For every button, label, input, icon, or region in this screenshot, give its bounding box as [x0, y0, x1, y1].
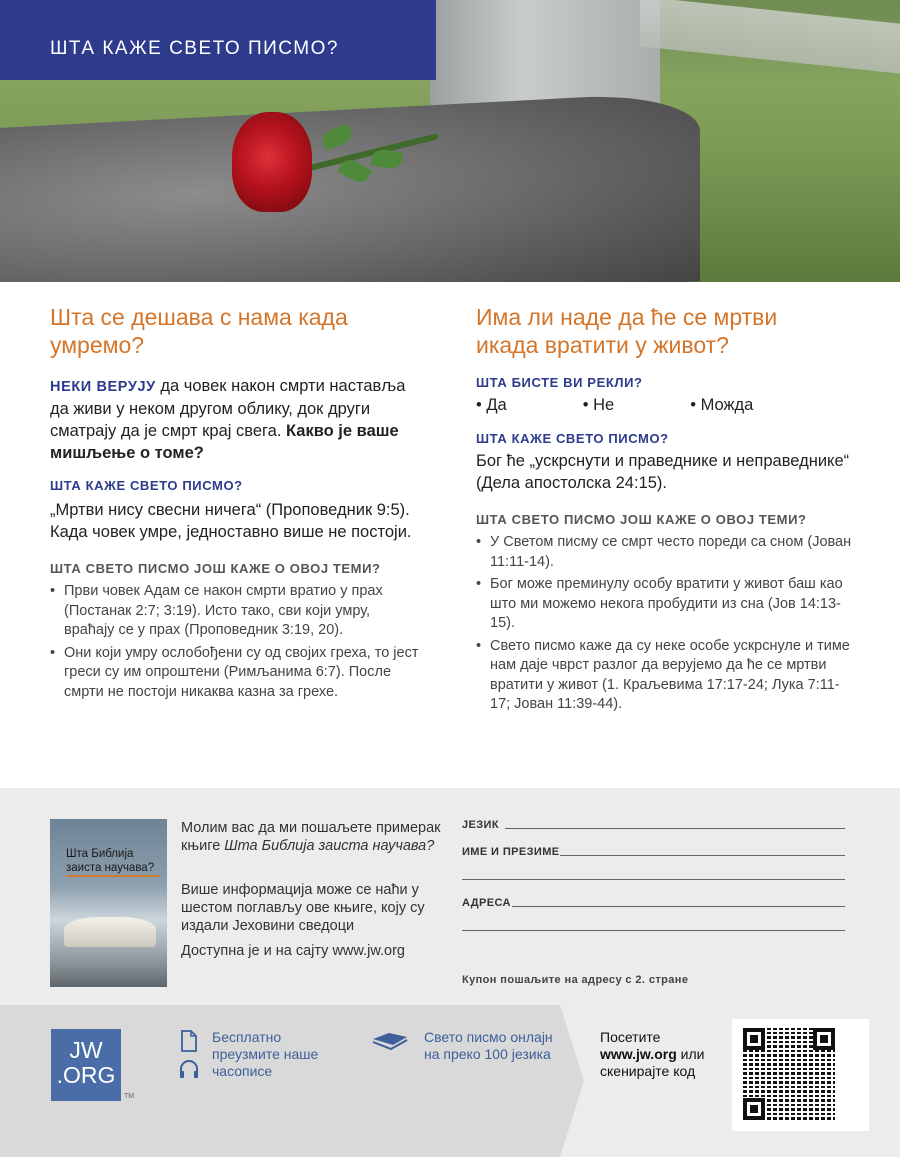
answer-options: [476, 396, 856, 415]
address-label: АДРЕСА: [462, 897, 511, 909]
download-text[interactable]: Бесплатно преузмите наше часописе: [212, 1029, 319, 1079]
right-bullets: [476, 533, 856, 715]
right-column: [476, 303, 856, 715]
right-bible-label: ШТА КАЖЕ СВЕТО ПИСМО?: [476, 431, 669, 446]
send-note: Купон пошаљите на адресу с 2. стране: [462, 974, 689, 986]
name-field[interactable]: [560, 855, 845, 856]
list-item: • Они који умру ослобођени су од својих греха, то јест греси су им опроштени (Римљанима 6:7). После смрти не постоји никаква казна за грехе.: [50, 644, 420, 703]
headphones-icon: [178, 1058, 200, 1080]
left-intro: [50, 375, 420, 464]
left-bible-label: ШТА КАЖЕ СВЕТО ПИСМО?: [50, 478, 243, 493]
open-bible-icon: [371, 1029, 411, 1053]
left-column: [50, 303, 420, 702]
address-field-line2[interactable]: [462, 930, 845, 931]
more-info-text: Више информација може се наћи у шестом поглављу ове књиге, коју су издали Јеховини сведоци: [181, 882, 425, 934]
option-no[interactable]: • Не: [582, 396, 615, 414]
logo-bottom: .ORG: [56, 1062, 116, 1088]
book-title: Шта Библија заиста научава?: [66, 848, 155, 874]
available-text: Доступна је и на сајту www.jw.org: [181, 943, 405, 959]
option-maybe[interactable]: • Можда: [690, 396, 754, 414]
request-text: Молим вас да ми пошаљете примерак књиге Шта Библија заиста научава?: [181, 820, 441, 854]
rose-image: [232, 112, 312, 212]
intro-lead: НЕКИ ВЕРУЈУ: [50, 379, 156, 395]
list-item: • Свето писмо каже да су неке особе ускрснуле и тиме нам даје чврст разлог да верујемо да ће се мртви вратити у живот (1. Краљевима 17:17-24; Лука 7:11-17; Јован 11:39-44).: [476, 637, 856, 715]
name-field-line2[interactable]: [462, 879, 845, 880]
list-item: • У Светом писму се смрт често пореди са сном (Јован 11:11-14).: [476, 533, 856, 572]
left-bible-text: „Мртви нису свесни ничега“ (Проповедник 9:5). Када човек умре, једноставно више не постоји.: [50, 501, 412, 541]
intro-text: да човек након смрти наставља да живи у неком другом облику, док други сматрају да је смрт крај свега.: [50, 377, 406, 440]
left-bullets: [50, 582, 420, 702]
book-cover: [50, 819, 167, 987]
list-item: • Први човек Адам се након смрти вратио у прах (Постанак 2:7; 3:19). Исто тако, сви који умру, враћају се у прах (Проповедник 3:19, 20).: [50, 582, 420, 641]
site-link[interactable]: www.jw.org: [600, 1046, 677, 1062]
left-more-label: ШТА СВЕТО ПИСМО ЈОШ КАЖЕ О ОВОЈ ТЕМИ?: [50, 561, 381, 576]
option-yes[interactable]: • Да: [476, 396, 507, 414]
right-more-label: ШТА СВЕТО ПИСМО ЈОШ КАЖЕ О ОВОЈ ТЕМИ?: [476, 512, 807, 527]
name-label: ИМЕ И ПРЕЗИМЕ: [462, 846, 560, 858]
visit-text: Посетите www.jw.org или скенирајте код: [600, 1029, 705, 1079]
left-heading: Шта се дешава с нама када умремо?: [50, 304, 348, 358]
trademark: TM: [124, 1093, 135, 1100]
qr-code-icon[interactable]: [743, 1028, 835, 1120]
logo-top: JW: [69, 1037, 103, 1063]
language-field[interactable]: [505, 828, 845, 829]
right-heading: Има ли наде да ће се мртви икада вратити у живот?: [476, 304, 778, 358]
say-label: ШТА БИСТЕ ВИ РЕКЛИ?: [476, 375, 643, 390]
banner-title: ШТА КАЖЕ СВЕТО ПИСМО?: [0, 0, 436, 80]
list-item: • Бог може преминулу особу вратити у живот баш као што ми можемо некога пробудити из сна (Јов 14:13-15).: [476, 575, 856, 634]
language-label: ЈЕЗИК: [462, 819, 499, 831]
address-field[interactable]: [512, 906, 845, 907]
jw-logo[interactable]: [51, 1029, 121, 1101]
right-bible-text: Бог ће „ускрснути и праведнике и неправеднике“ (Дела апостолска 24:15).: [476, 452, 850, 492]
bible-online-text[interactable]: Свето писмо онлајн на преко 100 језика: [424, 1029, 553, 1062]
intro-question: Какво је ваше мишљење о томе?: [50, 422, 399, 462]
download-icon: [180, 1030, 198, 1052]
